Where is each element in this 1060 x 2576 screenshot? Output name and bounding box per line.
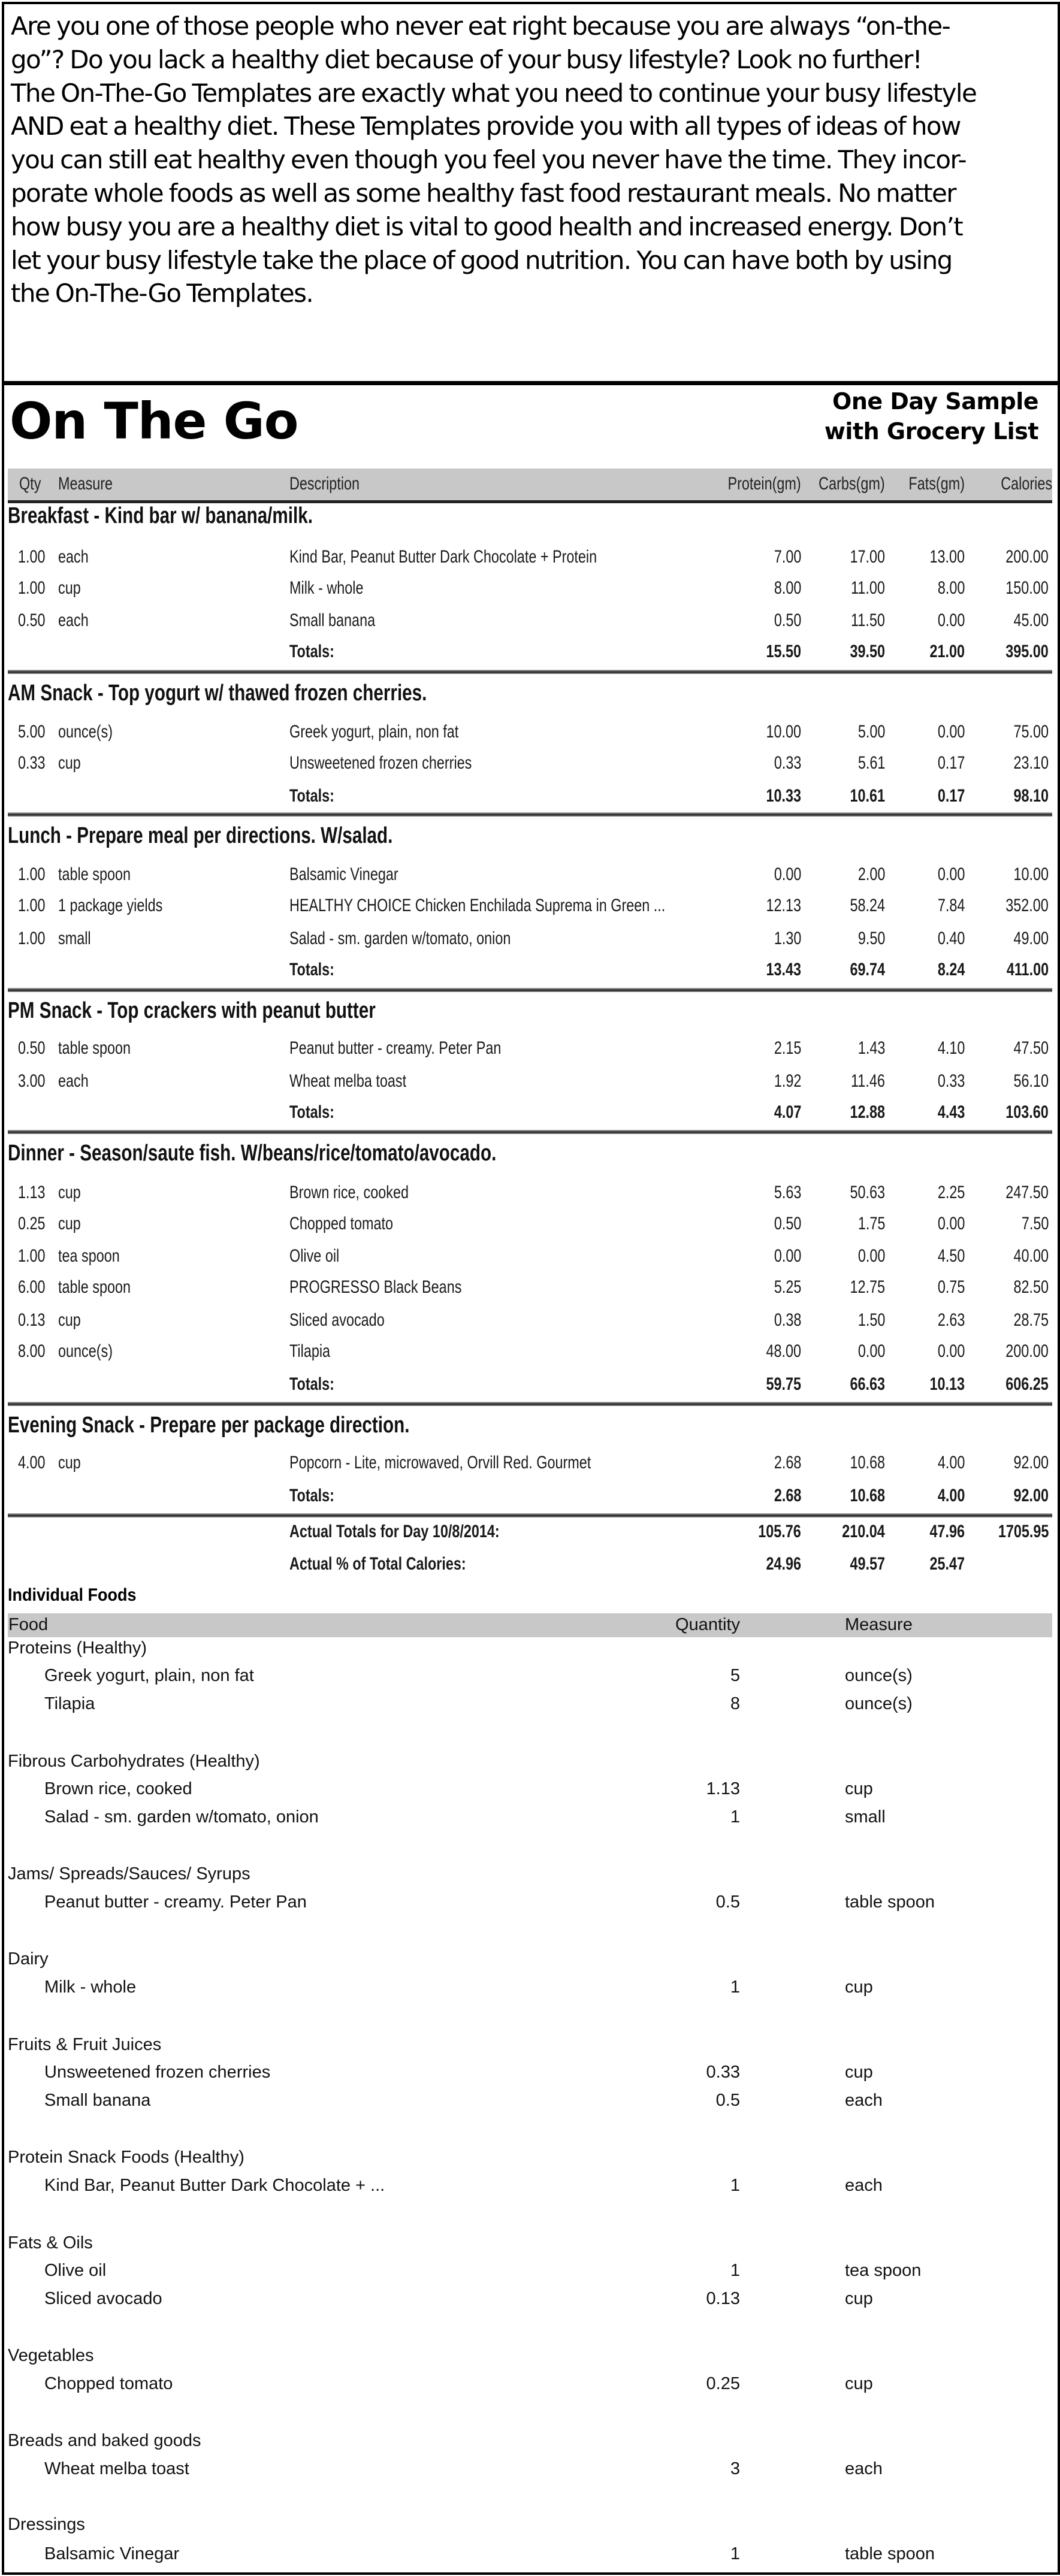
meal-section-title: Evening Snack - Prepare per package direction. [8,1413,410,1438]
row-calories: 247.50 [1005,1183,1049,1202]
row-fats: 4.10 [937,1038,965,1058]
food-item-quantity: 3 [730,2459,740,2478]
row-description: Olive oil [289,1246,340,1266]
row-qty: 1.00 [18,578,46,598]
row-description: Brown rice, cooked [289,1183,409,1202]
row-qty: 1.00 [18,1246,46,1266]
totals-label: Totals: [289,786,334,806]
row-carbs: 11.46 [851,1071,885,1091]
food-item-quantity: 1 [730,1807,740,1827]
row-protein: 0.00 [774,1246,801,1266]
row-fats: 0.33 [937,1071,965,1091]
row-carbs: 1.75 [857,1214,885,1233]
totals-calories: 606.25 [1005,1374,1049,1394]
row-calories: 56.10 [1013,1071,1049,1091]
row-carbs: 0.00 [857,1246,885,1266]
food-item-measure: cup [845,2289,873,2308]
food-item-quantity: 8 [730,1694,740,1713]
row-qty: 3.00 [18,1071,46,1091]
row-protein: 0.00 [774,864,801,884]
totals-fats: 10.13 [929,1374,965,1394]
food-item-name: Unsweetened frozen cherries [44,2063,271,2082]
section-divider [2,381,1060,385]
row-fats: 0.00 [937,864,965,884]
row-fats: 0.17 [937,753,965,773]
row-calories: 49.00 [1013,929,1049,948]
totals-label: Totals: [289,642,334,661]
food-item-name: Peanut butter - creamy. Peter Pan [44,1892,307,1912]
totals-fats: 4.43 [937,1102,965,1122]
food-item-measure: tea spoon [845,2261,922,2280]
row-protein: 10.00 [766,722,801,742]
totals-carbs: 10.61 [850,786,885,806]
totals-carbs: 10.68 [850,1486,885,1505]
row-measure: ounce(s) [58,722,113,742]
food-item-quantity: 1 [730,1978,740,1997]
food-item-measure: each [845,2091,883,2110]
header-calories: Calories [1001,474,1052,494]
row-calories: 150.00 [1005,578,1049,598]
row-measure: cup [58,1214,81,1233]
row-protein: 1.92 [774,1071,801,1091]
row-measure: tea spoon [58,1246,120,1266]
meal-section-title: PM Snack - Top crackers with peanut butter [8,998,376,1023]
row-calories: 45.00 [1013,610,1049,630]
row-protein: 12.13 [766,896,801,915]
header-fats: Fats(gm) [908,474,965,494]
row-fats: 0.75 [937,1277,965,1297]
pct-calories-protein: 24.96 [766,1554,801,1574]
totals-label: Totals: [289,1102,334,1122]
row-carbs: 5.00 [857,722,885,742]
row-carbs: 12.75 [850,1277,885,1297]
foods-header-food: Food [8,1615,49,1634]
food-item-quantity: 0.5 [715,1892,740,1912]
page-subtitle [825,386,1038,446]
row-qty: 0.50 [18,1038,46,1058]
food-category: Dairy [8,1949,49,1969]
foods-header-quantity: Quantity [675,1615,740,1634]
food-item-measure: cup [845,2063,873,2082]
day-totals-calories: 1705.95 [998,1522,1049,1541]
food-item-measure: each [845,2459,883,2478]
food-item-name: Chopped tomato [44,2374,173,2393]
day-totals-protein: 105.76 [758,1522,801,1541]
row-qty: 0.50 [18,610,46,630]
food-item-quantity: 5 [730,1666,740,1685]
totals-protein: 4.07 [774,1102,801,1122]
meal-section-title: Breakfast - Kind bar w/ banana/milk. [8,503,313,528]
subtitle-line-2: with Grocery List [824,418,1038,445]
food-category: Protein Snack Foods (Healthy) [8,2148,244,2167]
row-qty: 8.00 [18,1341,46,1361]
row-carbs: 1.50 [857,1310,885,1330]
food-item-quantity: 0.5 [715,2091,740,2110]
row-description: Balsamic Vinegar [289,864,398,884]
totals-label: Totals: [289,1374,334,1394]
food-category: Vegetables [8,2346,94,2365]
row-carbs: 58.24 [850,896,885,915]
food-item-measure: cup [845,1978,873,1997]
pct-calories-fats: 25.47 [929,1554,965,1574]
row-carbs: 17.00 [850,547,885,567]
food-item-measure: ounce(s) [845,1666,913,1685]
food-item-name: Wheat melba toast [44,2459,189,2478]
row-protein: 0.50 [774,610,801,630]
row-qty: 0.33 [18,753,46,773]
section-separator [8,988,1052,992]
row-qty: 0.25 [18,1214,46,1233]
row-calories: 75.00 [1013,722,1049,742]
totals-protein: 59.75 [766,1374,801,1394]
row-measure: table spoon [58,1277,131,1297]
row-protein: 0.50 [774,1214,801,1233]
food-item-quantity: 1 [730,2176,740,2195]
section-separator [8,1130,1052,1134]
intro-paragraph: Are you one of those people who never eat right because you are always “on-the- go”? Do you lack a healthy diet because of your busy lifestyle? Look no further! The On-The-Go Templates are exactly what you need to continue your busy lifestyle AND eat a healthy diet. These Templates provide you with all types of ideas of how you can still eat healthy even though you feel you never have the time. They incor- porate whole foods as well as some healthy fast food restaurant meals. No matter how busy you are a healthy diet is vital to good health and increased energy. Don’t let your busy lifestyle take the place of good nutrition. You can have both by using the On-The-Go Templates. [11,11,977,309]
row-carbs: 2.00 [857,864,885,884]
food-category: Fibrous Carbohydrates (Healthy) [8,1752,260,1771]
row-qty: 1.00 [18,547,46,567]
food-item-quantity: 0.33 [706,2063,740,2082]
row-description: Small banana [289,610,376,630]
row-qty: 0.13 [18,1310,46,1330]
food-item-measure: each [845,2176,883,2195]
row-fats: 4.00 [937,1453,965,1473]
row-fats: 13.00 [929,547,965,567]
row-description: Chopped tomato [289,1214,394,1233]
row-fats: 0.00 [937,1214,965,1233]
totals-calories: 411.00 [1006,960,1049,979]
row-qty: 5.00 [18,722,46,742]
row-protein: 8.00 [774,578,801,598]
row-fats: 7.84 [937,896,965,915]
food-item-quantity: 0.25 [706,2374,740,2393]
totals-calories: 92.00 [1013,1486,1049,1505]
food-item-measure: table spoon [845,1892,935,1912]
food-category: Dressings [8,2515,85,2534]
row-protein: 48.00 [766,1341,801,1361]
section-separator [8,1513,1052,1517]
row-calories: 47.50 [1013,1038,1049,1058]
totals-carbs: 39.50 [850,642,885,661]
food-category: Fruits & Fruit Juices [8,2035,162,2054]
row-carbs: 5.61 [857,753,885,773]
row-carbs: 50.63 [850,1183,885,1202]
row-fats: 8.00 [937,578,965,598]
row-measure: ounce(s) [58,1341,113,1361]
totals-carbs: 66.63 [850,1374,885,1394]
food-category: Breads and baked goods [8,2431,201,2450]
totals-fats: 0.17 [937,786,965,806]
row-protein: 0.33 [774,753,801,773]
row-description: Salad - sm. garden w/tomato, onion [289,929,511,948]
food-category: Proteins (Healthy) [8,1638,147,1658]
header-protein: Protein(gm) [727,474,801,494]
header-carbs: Carbs(gm) [819,474,885,494]
totals-calories: 395.00 [1005,642,1049,661]
food-item-name: Greek yogurt, plain, non fat [44,1666,254,1685]
row-qty: 1.00 [18,929,46,948]
subtitle-line-1: One Day Sample [832,388,1038,415]
row-carbs: 1.43 [857,1038,885,1058]
foods-header-measure: Measure [845,1615,913,1634]
row-measure: small [58,929,91,948]
totals-label: Totals: [289,960,334,979]
row-calories: 200.00 [1005,547,1049,567]
header-qty: Qty [19,474,41,494]
section-separator [8,812,1052,817]
row-carbs: 9.50 [857,929,885,948]
totals-fats: 21.00 [929,642,965,661]
row-measure: each [58,1071,89,1091]
row-description: Popcorn - Lite, microwaved, Orvill Red. Gourmet [289,1453,591,1473]
row-qty: 1.00 [18,864,46,884]
food-item-measure: cup [845,2374,873,2393]
row-calories: 92.00 [1013,1453,1049,1473]
row-description: Wheat melba toast [289,1071,407,1091]
food-item-name: Brown rice, cooked [44,1779,192,1798]
row-carbs: 0.00 [857,1341,885,1361]
row-fats: 0.00 [937,722,965,742]
pct-calories-carbs: 49.57 [850,1554,885,1574]
row-measure: each [58,610,89,630]
food-item-measure: table spoon [845,2544,935,2563]
section-separator [8,670,1052,674]
totals-carbs: 69.74 [850,960,885,979]
totals-fats: 8.24 [937,960,965,979]
meal-section-title: AM Snack - Top yogurt w/ thawed frozen cherries. [8,681,427,706]
row-description: PROGRESSO Black Beans [289,1277,462,1297]
row-description: Kind Bar, Peanut Butter Dark Chocolate + Protein [289,547,597,567]
section-separator [8,1402,1052,1406]
totals-calories: 103.60 [1005,1102,1049,1122]
totals-protein: 13.43 [766,960,801,979]
food-item-name: Balsamic Vinegar [44,2544,180,2563]
row-calories: 200.00 [1005,1341,1049,1361]
row-measure: each [58,547,89,567]
row-protein: 5.25 [774,1277,801,1297]
row-protein: 7.00 [774,547,801,567]
row-measure: table spoon [58,1038,131,1058]
row-description: Sliced avocado [289,1310,385,1330]
row-fats: 2.25 [937,1183,965,1202]
row-protein: 0.38 [774,1310,801,1330]
food-item-measure: cup [845,1779,873,1798]
row-qty: 1.00 [18,896,46,915]
row-protein: 1.30 [774,929,801,948]
row-calories: 28.75 [1013,1310,1049,1330]
meal-section-title: Dinner - Season/saute fish. W/beans/rice/tomato/avocado. [8,1141,497,1166]
row-measure: cup [58,1453,81,1473]
row-fats: 4.50 [937,1246,965,1266]
pct-calories-label: Actual % of Total Calories: [289,1554,466,1574]
food-item-name: Tilapia [44,1694,95,1713]
food-category: Jams/ Spreads/Sauces/ Syrups [8,1864,250,1883]
row-fats: 0.40 [937,929,965,948]
row-description: HEALTHY CHOICE Chicken Enchilada Suprema in Green ... [289,896,666,915]
food-item-quantity: 1.13 [706,1779,740,1798]
totals-calories: 98.10 [1013,786,1049,806]
row-calories: 7.50 [1021,1214,1049,1233]
totals-protein: 2.68 [774,1486,801,1505]
row-description: Greek yogurt, plain, non fat [289,722,459,742]
row-qty: 4.00 [18,1453,46,1473]
food-item-name: Kind Bar, Peanut Butter Dark Chocolate + ... [44,2176,385,2195]
header-description: Description [289,474,360,494]
row-description: Unsweetened frozen cherries [289,753,472,773]
row-fats: 2.63 [937,1310,965,1330]
row-calories: 23.10 [1013,753,1049,773]
food-category: Fats & Oils [8,2233,93,2253]
row-measure: cup [58,578,81,598]
row-measure: 1 package yields [58,896,163,915]
totals-protein: 10.33 [766,786,801,806]
row-carbs: 11.50 [851,610,885,630]
row-fats: 0.00 [937,1341,965,1361]
food-item-quantity: 0.13 [706,2289,740,2308]
day-totals-fats: 47.96 [929,1522,965,1541]
table-header-band [8,468,1052,500]
row-qty: 1.13 [18,1183,46,1202]
row-carbs: 11.00 [851,578,885,598]
row-description: Peanut butter - creamy. Peter Pan [289,1038,502,1058]
row-measure: table spoon [58,864,131,884]
food-item-name: Milk - whole [44,1978,137,1997]
row-fats: 0.00 [937,610,965,630]
individual-foods-title: Individual Foods [8,1585,137,1605]
food-item-measure: ounce(s) [845,1694,913,1713]
meal-section-title: Lunch - Prepare meal per directions. W/salad. [8,823,393,848]
totals-carbs: 12.88 [850,1102,885,1122]
row-description: Milk - whole [289,578,364,598]
food-item-quantity: 1 [730,2261,740,2280]
page-title: On The Go [10,392,298,451]
totals-label: Totals: [289,1486,334,1505]
row-measure: cup [58,1310,81,1330]
row-protein: 2.15 [774,1038,801,1058]
row-calories: 352.00 [1005,896,1049,915]
row-protein: 5.63 [774,1183,801,1202]
food-item-measure: small [845,1807,886,1827]
header-measure: Measure [58,474,113,494]
row-qty: 6.00 [18,1277,46,1297]
day-totals-label: Actual Totals for Day 10/8/2014: [289,1522,500,1541]
food-item-name: Small banana [44,2091,151,2110]
day-totals-carbs: 210.04 [842,1522,885,1541]
totals-fats: 4.00 [937,1486,965,1505]
row-protein: 2.68 [774,1453,801,1473]
row-measure: cup [58,753,81,773]
row-description: Tilapia [289,1341,331,1361]
food-item-quantity: 1 [730,2544,740,2563]
food-item-name: Olive oil [44,2261,107,2280]
row-calories: 40.00 [1013,1246,1049,1266]
food-item-name: Sliced avocado [44,2289,162,2308]
row-measure: cup [58,1183,81,1202]
food-item-name: Salad - sm. garden w/tomato, onion [44,1807,319,1827]
row-carbs: 10.68 [850,1453,885,1473]
totals-protein: 15.50 [766,642,801,661]
row-calories: 10.00 [1013,864,1049,884]
row-calories: 82.50 [1013,1277,1049,1297]
